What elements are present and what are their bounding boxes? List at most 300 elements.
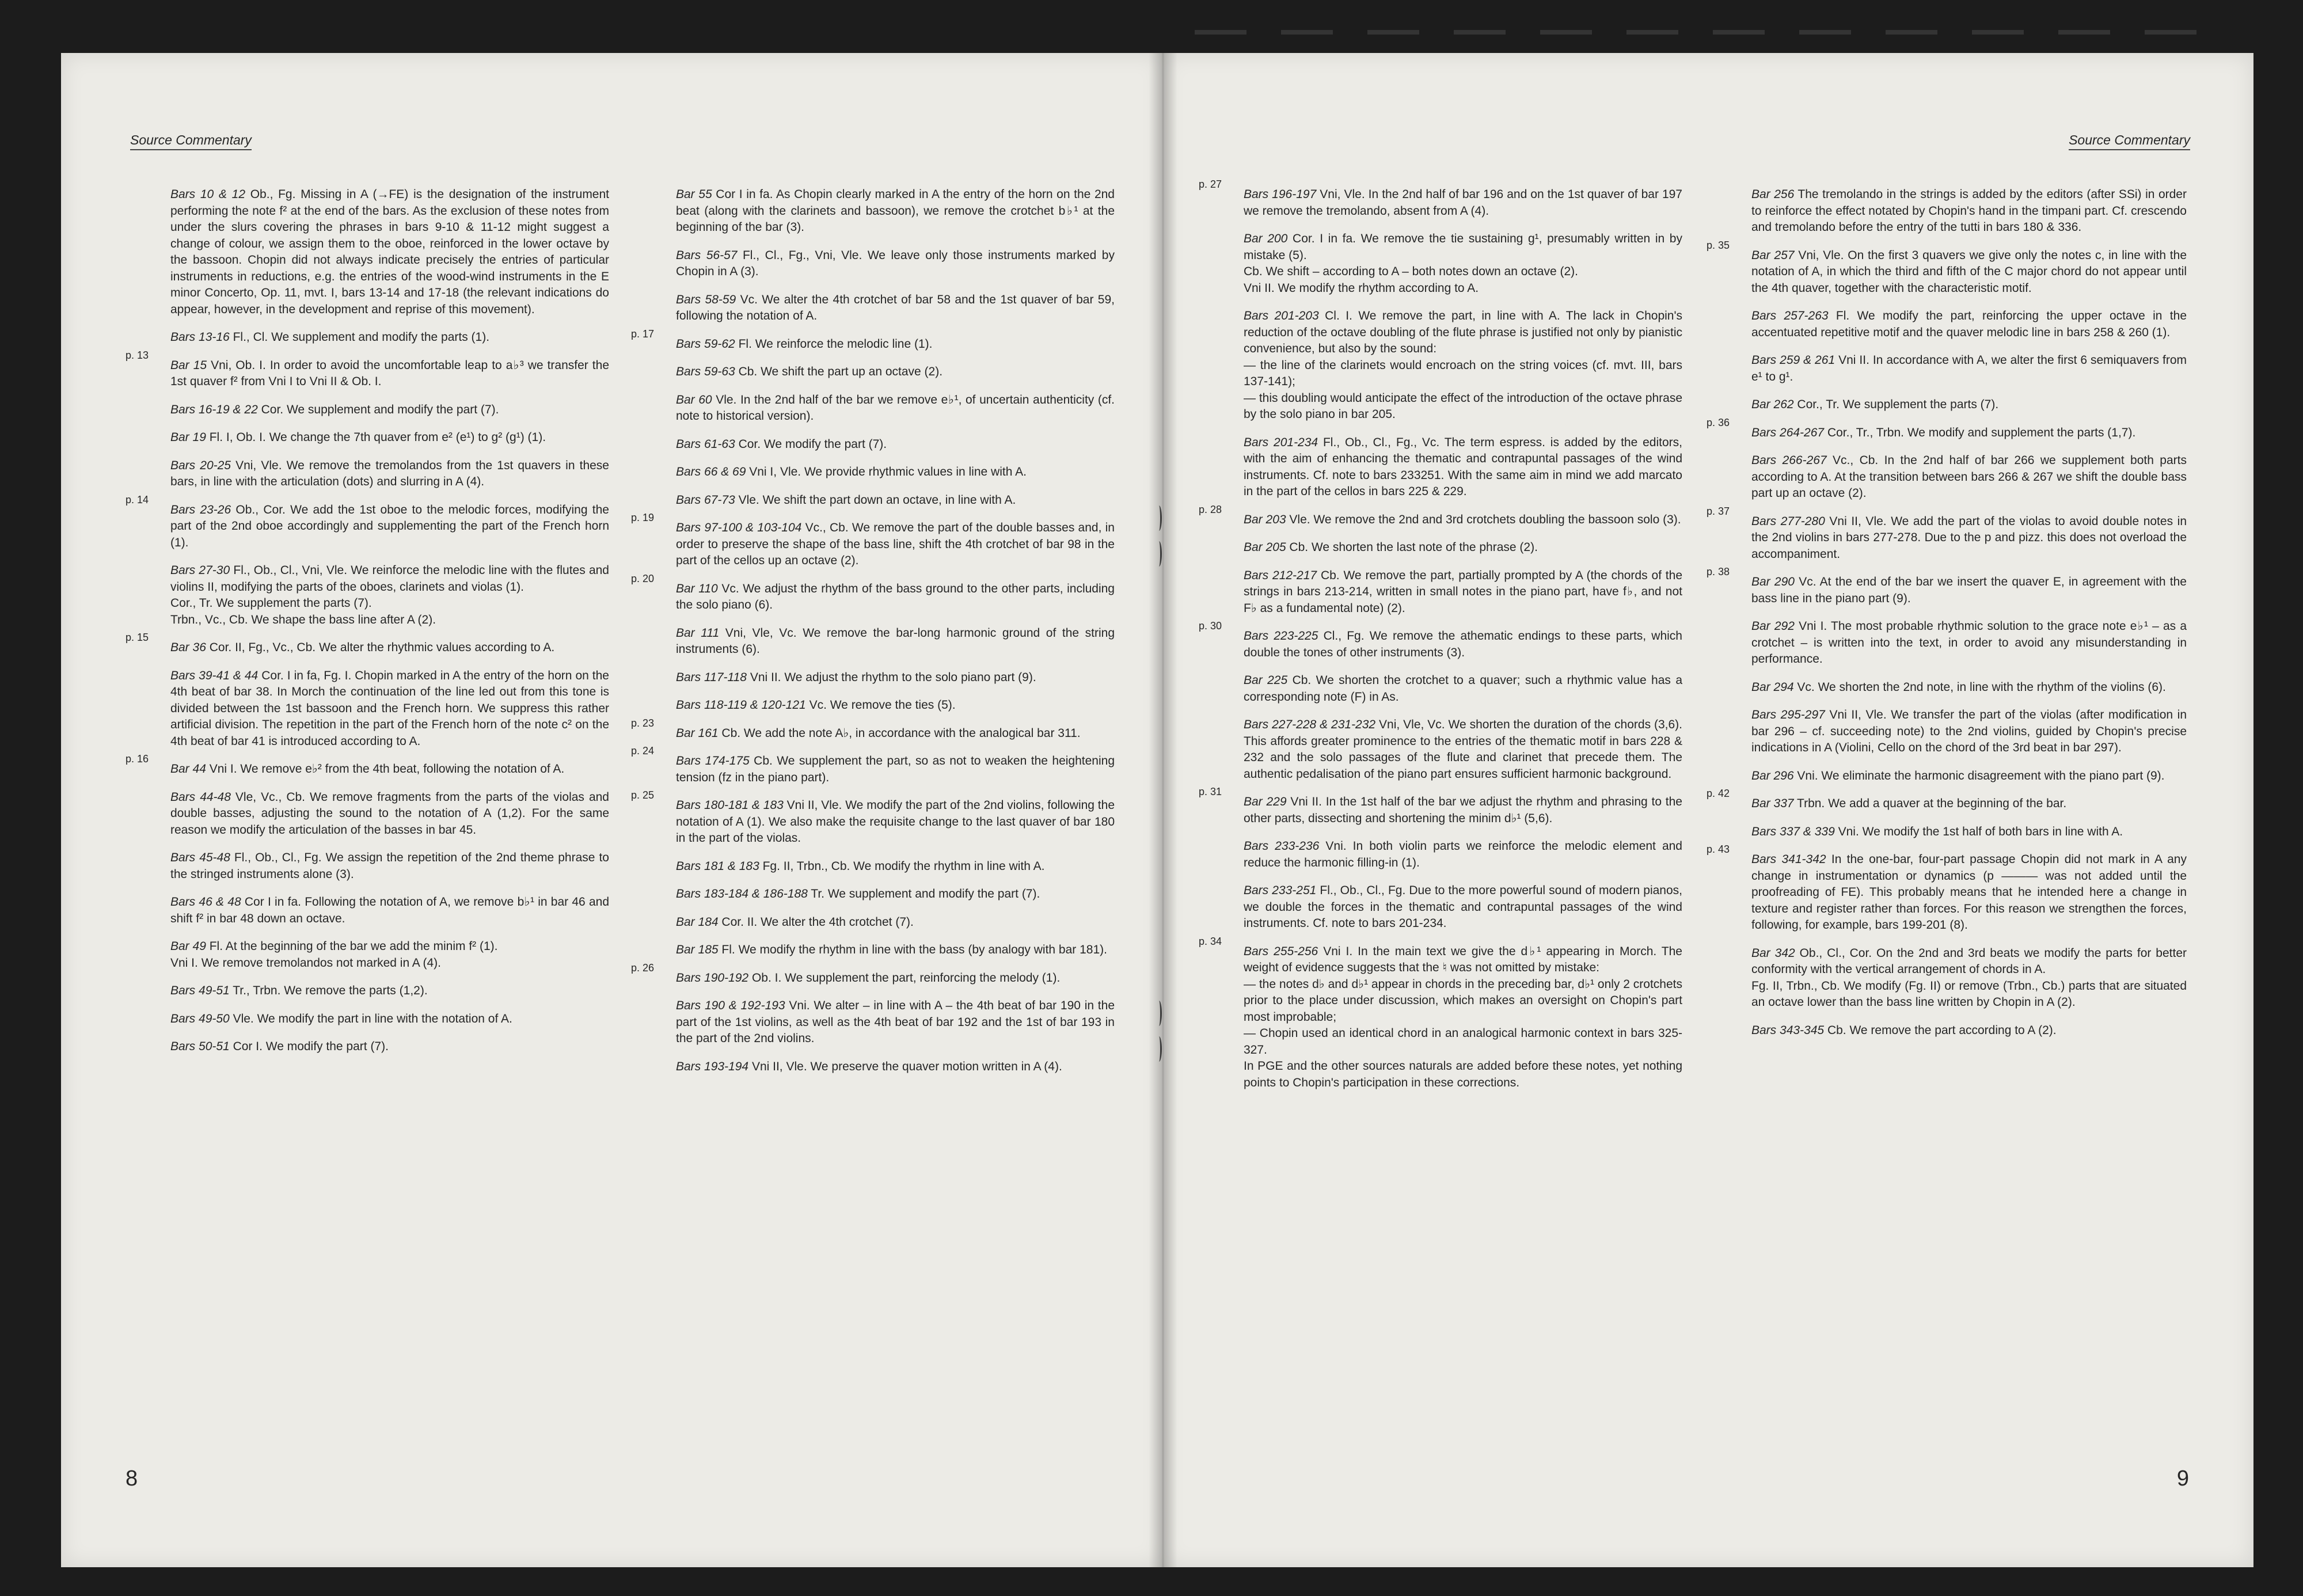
- entry-text: Vni, Vle. In the 2nd half of bar 196 and on the 1st quaver of bar 197 we remove the tremolando, absent from A (4).: [1244, 188, 1682, 218]
- entry-text: Cor. II, Fg., Vc., Cb. We alter the rhythmic values according to A.: [209, 641, 555, 654]
- bar-reference: Bars 277-280: [1751, 514, 1825, 528]
- entry-text: Fl. We reinforce the melodic line (1).: [738, 337, 933, 351]
- bar-reference: Bar 292: [1751, 620, 1795, 633]
- score-page-reference: p. 43: [1707, 843, 1730, 855]
- right-page: [1163, 53, 2253, 1567]
- bar-reference: Bar 60: [676, 393, 712, 406]
- commentary-entry: [631, 962, 1115, 987]
- bar-reference: Bars 118-119 & 120-121: [676, 698, 806, 712]
- page-number-right: 9: [2176, 1466, 2189, 1491]
- entry-text: Fl., Cl., Fg., Vni, Vle. We leave only those instruments marked by Chopin in A (3).: [676, 248, 1115, 278]
- entry-paragraph: [676, 1059, 1115, 1076]
- commentary-entry: [1244, 568, 1682, 617]
- bar-reference: Bars 201-234: [1244, 435, 1318, 449]
- bar-reference: Bars 343-345: [1751, 1023, 1825, 1037]
- commentary-entry: [631, 717, 1115, 742]
- entry-text: Fl. We modify the part, reinforcing the upper octave in the accentuated repetitive motif and the quaver melodic line in bars 258 & 260 (1).: [1751, 309, 2187, 339]
- bar-reference: Bar 205: [1244, 541, 1286, 554]
- entry-text: Cor. I in fa, Fg. I. Chopin marked in A the entry of the horn on the 4th beat of bar 38. In Morch the continuation of the line led out from this tone is divided between the 1st bassoon and the French horn. We suppress this rather artificial division. The repetition in the part of the French horn of the note c² on the 4th beat of bar 41 is introduced according to A.: [170, 668, 609, 748]
- entry-paragraph: [170, 430, 609, 446]
- commentary-entry: [1199, 178, 1682, 219]
- bar-reference: Bars 59-62: [676, 337, 735, 351]
- commentary-entry: [676, 670, 1115, 686]
- entry-paragraph: [1751, 679, 2187, 696]
- entry-paragraph: [170, 938, 609, 955]
- entry-paragraph: [1244, 794, 1682, 827]
- commentary-entry: [631, 572, 1115, 614]
- bar-reference: Bars 27-30: [170, 564, 230, 577]
- commentary-entry: [1244, 308, 1682, 423]
- commentary-entry: [170, 430, 609, 446]
- entry-text: Cor. I in fa. We remove the tie sustaining g¹, presumably written in by mistake (5).: [1244, 232, 1682, 262]
- entry-text: Vc. We shorten the 2nd note, in line with the rhythm of the violins (6).: [1797, 680, 2166, 694]
- commentary-entry: [126, 493, 609, 552]
- entry-text: — the line of the clarinets would encroach on the string voices (cf. mvt. III, bars 137-141);: [1244, 358, 1682, 388]
- entry-paragraph: [1244, 838, 1682, 871]
- entry-text: In the one-bar, four-part passage Chopin did not mark in A any change in instrumentation or dynamics (p ——— was not added until the proofreading of FE). This probably means that he intended here a change in texture and register rather than forces. For this reason we strengthen the forces, following, for example, bars 199-201 (8).: [1751, 853, 2187, 932]
- score-page-reference: p. 23: [631, 717, 655, 729]
- entry-paragraph: [170, 668, 609, 750]
- entry-text: Vle. In the 2nd half of the bar we remove e♭¹, of uncertain authenticity (cf. note to historical version).: [676, 393, 1115, 423]
- commentary-entry: [1244, 435, 1682, 500]
- entry-text: Ob., Fg. Missing in A (→FE) is the designation of the instrument performing the note f² at the end of the bars. As the exclusion of these notes from under the slurs covering the phrases in bars 9-10 & 11-12 might suggest a change of colour, we assign them to the oboe, reinforced in the lower octave by the bassoon. Chopin did not always indicate precisely the entries of particular instruments in reductions, e.g. the entries of the wood-wind instruments in the E minor Concerto, Op. 11, mvt. I, bars 13-14 and 17-18 (the relevant indications do appear, however, in the development and reprise of this movement).: [170, 188, 610, 316]
- commentary-entry: [631, 512, 1115, 569]
- score-page-reference: p. 14: [126, 493, 149, 506]
- bar-reference: Bar 342: [1751, 946, 1795, 960]
- bar-reference: Bars 201-203: [1244, 309, 1319, 322]
- commentary-entry: [126, 753, 609, 778]
- bar-reference: Bars 255-256: [1244, 944, 1318, 958]
- binding-thread-mark: [1156, 506, 1162, 531]
- left-page: [61, 53, 1163, 1567]
- entry-text: Cb. We remove the part according to A (2).: [1827, 1023, 2057, 1037]
- entry-paragraph: [1751, 707, 2187, 757]
- bar-reference: Bars 39-41 & 44: [170, 668, 259, 682]
- entry-paragraph: [1751, 514, 2187, 563]
- bar-reference: Bars 44-48: [170, 790, 231, 804]
- commentary-entry: [676, 464, 1115, 481]
- bar-reference: Bars 56-57: [676, 248, 738, 262]
- entry-paragraph: [1244, 717, 1682, 782]
- commentary-entry: [170, 894, 609, 927]
- score-page-reference: p. 17: [631, 328, 655, 340]
- commentary-entry: [126, 632, 609, 656]
- entry-paragraph: [170, 955, 609, 972]
- running-header-left: Source Commentary: [130, 132, 252, 150]
- score-page-reference: p. 28: [1199, 503, 1222, 515]
- entry-paragraph: [1751, 308, 2187, 341]
- score-page-reference: p. 35: [1707, 239, 1730, 251]
- entry-text: Vle. We shift the part down an octave, in line with A.: [738, 493, 1016, 507]
- entry-paragraph: [170, 329, 609, 346]
- entry-paragraph: [1751, 768, 2187, 785]
- commentary-entry: [1751, 397, 2187, 413]
- entry-paragraph: [1244, 358, 1682, 390]
- entry-paragraph: [170, 358, 609, 390]
- bar-reference: Bars 67-73: [676, 493, 735, 507]
- commentary-entry: [1751, 768, 2187, 785]
- entry-paragraph: [1751, 945, 2187, 978]
- commentary-entry: [1751, 679, 2187, 696]
- entry-paragraph: [1244, 568, 1682, 617]
- commentary-entry: [1244, 717, 1682, 782]
- entry-text: Cb. We shift – according to A – both notes down an octave (2).: [1244, 265, 1578, 278]
- entry-text: Cb. We shorten the last note of the phrase (2).: [1289, 541, 1538, 554]
- bar-reference: Bar 185: [676, 943, 719, 956]
- bar-reference: Bars 117-118: [676, 670, 747, 684]
- entry-paragraph: [170, 458, 609, 491]
- commentary-entry: [170, 1011, 609, 1028]
- entry-paragraph: [676, 858, 1115, 875]
- entry-text: Cb. We shift the part up an octave (2).: [738, 365, 943, 378]
- entry-paragraph: [676, 292, 1115, 325]
- entry-paragraph: [1244, 1058, 1682, 1091]
- commentary-entry: [676, 625, 1115, 658]
- entry-text: Cor. We supplement and modify the part (7).: [261, 402, 499, 416]
- entry-text: Tr., Trbn. We remove the parts (1,2).: [233, 984, 428, 997]
- commentary-entry: [1751, 453, 2187, 502]
- entry-text: Ob., Cl., Cor. On the 2nd and 3rd beats we modify the parts for better conformity with the vertical arrangement of chords in A.: [1751, 946, 2187, 976]
- entry-text: Cb. We add the note A♭, in accordance with the analogical bar 311.: [721, 726, 1081, 740]
- entry-paragraph: [170, 1039, 609, 1055]
- entry-text: Fl. At the beginning of the bar we add the minim f² (1).: [209, 940, 498, 953]
- entry-paragraph: [1751, 1023, 2187, 1039]
- commentary-entry: [1244, 838, 1682, 871]
- entry-text: Fl. I, Ob. I. We change the 7th quaver from e² (e¹) to g² (g¹) (1).: [209, 431, 546, 444]
- bar-reference: Bars 50-51: [170, 1040, 230, 1053]
- entry-paragraph: [1244, 308, 1682, 358]
- bar-reference: Bars 259 & 261: [1751, 354, 1835, 367]
- commentary-entry: [170, 187, 609, 318]
- entry-text: — the notes d♭ and d♭¹ appear in chords in the preceding bar, d♭¹ only 2 crotchets prior to the place under discussion, which makes an oversight on Chopin's part most improbable;: [1244, 977, 1682, 1024]
- commentary-entry: [1244, 672, 1682, 705]
- commentary-entry: [1707, 416, 2187, 442]
- entry-text: Vle, Vc., Cb. We remove fragments from the parts of the violas and double basses, adjusting the sound to the notation of A (1,2). For the same reason we modify the articulation of the basses in bar 45.: [170, 790, 609, 837]
- entry-text: Fl., Ob., Cl., Vni, Vle. We reinforce the melodic line with the flutes and violins II, modifying the parts of the oboes, clarinets and violas (1).: [170, 564, 609, 594]
- bar-reference: Bar 225: [1244, 674, 1288, 687]
- commentary-entry: [1244, 883, 1682, 932]
- entry-text: Trbn., Vc., Cb. We shape the bass line after A (2).: [170, 613, 436, 626]
- commentary-entry: [1751, 618, 2187, 668]
- score-page-reference: p. 30: [1199, 620, 1222, 632]
- bar-reference: Bar 203: [1244, 512, 1286, 526]
- commentary-entry: [1751, 352, 2187, 385]
- entry-paragraph: [676, 670, 1115, 686]
- bar-reference: Bars 233-236: [1244, 839, 1320, 853]
- entry-paragraph: [1751, 574, 2187, 607]
- bar-reference: Bars 97-100 & 103-104: [676, 521, 802, 534]
- entry-paragraph: [676, 464, 1115, 481]
- entry-paragraph: [676, 248, 1115, 280]
- commentary-entry: [676, 436, 1115, 453]
- bar-reference: Bar 229: [1244, 795, 1287, 808]
- commentary-entry: [676, 187, 1115, 236]
- binding-thread-mark: [1156, 541, 1162, 567]
- commentary-entry: [1751, 945, 2187, 1011]
- page-number-left: 8: [126, 1466, 138, 1491]
- entry-paragraph: [170, 850, 609, 883]
- score-page-reference: p. 25: [631, 789, 655, 801]
- bar-reference: Bar 257: [1751, 248, 1795, 262]
- bar-reference: Bar 111: [676, 626, 720, 640]
- bar-reference: Bar 19: [170, 431, 206, 444]
- entry-paragraph: [676, 336, 1115, 353]
- entry-text: The tremolando in the strings is added by the editors (after SSi) in order to reinforce the effect notated by Chopin's hand in the timpani part. Cf. crescendo and tremolando before the entry of the tutti in bars 180 & 336.: [1751, 188, 2187, 234]
- entry-paragraph: [1751, 618, 2187, 668]
- entry-paragraph: [676, 886, 1115, 903]
- commentary-entry: [1244, 539, 1682, 556]
- bar-reference: Bars 10 & 12: [170, 188, 246, 201]
- commentary-entry: [1199, 503, 1682, 529]
- entry-paragraph: [676, 697, 1115, 714]
- bar-reference: Bar 15: [170, 358, 207, 372]
- entry-paragraph: [676, 914, 1115, 931]
- entry-paragraph: [1244, 264, 1682, 280]
- entry-paragraph: [1751, 425, 2187, 442]
- bar-reference: Bars 190 & 192-193: [676, 999, 785, 1012]
- score-page-reference: p. 34: [1199, 935, 1222, 947]
- entry-text: — Chopin used an identical chord in an analogical harmonic context in bars 325-327.: [1244, 1027, 1682, 1057]
- bar-reference: Bar 294: [1751, 680, 1794, 694]
- entry-text: Vni II, Vle. We add the part of the violas to avoid double notes in the 2nd violins in bars 277-278. Due to the p and pizz. this does not overload the accompaniment.: [1751, 514, 2187, 561]
- entry-paragraph: [676, 753, 1115, 786]
- commentary-column-2: [631, 187, 1115, 1086]
- entry-paragraph: [1751, 187, 2187, 236]
- entry-text: Cor., Tr. We supplement the parts (7).: [1797, 398, 1999, 411]
- entry-paragraph: [676, 364, 1115, 381]
- commentary-entry: [170, 1039, 609, 1055]
- bar-reference: Bars 20-25: [170, 458, 231, 472]
- commentary-entry: [1751, 824, 2187, 841]
- commentary-entry: [1199, 786, 1682, 827]
- bar-reference: Bars 196-197: [1244, 188, 1317, 201]
- bar-reference: Bar 256: [1751, 188, 1795, 201]
- entry-paragraph: [1244, 280, 1682, 297]
- commentary-entry: [1751, 308, 2187, 341]
- bar-reference: Bars 295-297: [1751, 708, 1825, 721]
- entry-paragraph: [1244, 672, 1682, 705]
- commentary-entry: [170, 563, 609, 628]
- commentary-entry: [1707, 505, 2187, 563]
- entry-paragraph: [676, 725, 1115, 742]
- entry-text: Cor., Tr. We supplement the parts (7).: [170, 596, 372, 610]
- score-page-reference: p. 27: [1199, 178, 1222, 190]
- entry-text: Cor I in fa. As Chopin clearly marked in A the entry of the horn on the 2nd beat (along with the clarinets and bassoon), we remove the crotchet b♭¹ at the beginning of the bar (3).: [676, 188, 1115, 234]
- commentary-entry: [631, 789, 1115, 847]
- commentary-entry: [170, 983, 609, 1000]
- commentary-entry: [170, 402, 609, 419]
- bar-reference: Bars 180-181 & 183: [676, 799, 784, 812]
- score-page-reference: p. 31: [1199, 786, 1222, 797]
- score-page-reference: p. 15: [126, 632, 149, 643]
- bar-reference: Bars 58-59: [676, 292, 736, 306]
- commentary-entry: [170, 458, 609, 491]
- commentary-entry: [676, 392, 1115, 425]
- entry-text: Fl., Ob., Cl., Fg., Vc. The term espress. is added by the editors, with the aim of enhancing the thematic and contrapuntal passages of the wind instruments. Cf. note to bars 233251. With the same aim in mind we add marcato in the part of the cellos in bars 225 & 229.: [1244, 435, 1682, 498]
- entry-paragraph: [676, 581, 1115, 614]
- entry-text: Cor I in fa. Following the notation of A, we remove b♭¹ in bar 46 and shift f² in bar 48 down an octave.: [170, 895, 610, 925]
- entry-text: Vni I. In the main text we give the d♭¹ appearing in Morch. The weight of evidence suggests that the ♮ was not omitted by mistake:: [1244, 944, 1682, 974]
- commentary-entry: [126, 349, 609, 390]
- entry-paragraph: [170, 402, 609, 419]
- entry-text: Vc., Cb. We remove the part of the double basses and, in order to preserve the shape of the bass line, shift the 4th crotchet of bar 98 in the part of the cellos up an octave (2).: [676, 521, 1115, 567]
- entry-paragraph: [1751, 453, 2187, 502]
- entry-text: Cor., Tr., Trbn. We modify and supplement the parts (1,7).: [1827, 425, 2136, 439]
- score-page-reference: p. 19: [631, 512, 655, 523]
- entry-paragraph: [1751, 824, 2187, 841]
- entry-text: Vni I. We remove tremolandos not marked in A (4).: [170, 956, 441, 970]
- entry-paragraph: [676, 970, 1115, 987]
- bar-reference: Bars 49-51: [170, 984, 230, 997]
- entry-text: Vni II, Vle. We modify the part of the 2nd violins, following the notation of A (1). We also make the requisite change to the last quaver of bar 180 in the part of the violas.: [676, 799, 1115, 845]
- entry-text: Cb. We supplement the part, so as not to weaken the heightening tension (fz in the piano part).: [676, 754, 1115, 784]
- entry-paragraph: [676, 797, 1115, 847]
- score-page-reference: p. 36: [1707, 416, 1730, 428]
- commentary-entry: [1751, 187, 2187, 236]
- bar-reference: Bar 49: [170, 940, 206, 953]
- entry-text: Vc. We remove the ties (5).: [809, 698, 956, 712]
- score-page-reference: p. 20: [631, 572, 655, 584]
- commentary-entry: [170, 789, 609, 839]
- entry-paragraph: [1751, 248, 2187, 297]
- entry-text: Vni. We modify the 1st half of both bars in line with A.: [1838, 824, 2123, 838]
- entry-paragraph: [1244, 883, 1682, 932]
- bar-reference: Bars 59-63: [676, 365, 735, 378]
- commentary-entry: [676, 1059, 1115, 1076]
- entry-text: Ob. I. We supplement the part, reinforcing the melody (1).: [751, 971, 1061, 985]
- bar-reference: Bars 49-50: [170, 1012, 230, 1025]
- bar-reference: Bar 44: [170, 762, 206, 776]
- entry-paragraph: [170, 1011, 609, 1028]
- entry-paragraph: [676, 436, 1115, 453]
- commentary-entry: [1199, 620, 1682, 661]
- entry-text: Vni, Vle. We remove the tremolandos from the 1st quavers in these bars, in line with the articulation (dots) and slurring in A (4).: [170, 458, 609, 488]
- bar-reference: Bars 183-184 & 186-188: [676, 887, 808, 900]
- commentary-entry: [1707, 843, 2187, 934]
- entry-text: Vc. We alter the 4th crotchet of bar 58 and the 1st quaver of bar 59, following the notation of A.: [676, 292, 1115, 322]
- entry-paragraph: [170, 595, 609, 612]
- entry-text: Vni I. The most probable rhythmic solution to the grace note e♭¹ – as a crotchet – is written into the text, in order to avoid any misunderstanding in performance.: [1751, 620, 2187, 666]
- commentary-entry: [676, 942, 1115, 959]
- entry-text: Fg. II, Trbn., Cb. We modify (Fg. II) or remove (Trbn., Cb.) parts that are situated an octave lower than the bass line written by Chopin in A (2).: [1751, 979, 2187, 1009]
- entry-text: In PGE and the other sources naturals are added before these notes, yet nothing points to Chopin's participation in these corrections.: [1244, 1059, 1682, 1089]
- binding-thread-mark: [1156, 1036, 1162, 1062]
- entry-text: Cor I. We modify the part (7).: [233, 1040, 389, 1053]
- entry-paragraph: [676, 520, 1115, 569]
- entry-paragraph: [170, 894, 609, 927]
- entry-text: Vni. We eliminate the harmonic disagreement with the piano part (9).: [1797, 769, 2165, 782]
- bar-reference: Bar 184: [676, 915, 719, 929]
- entry-text: Vc. We adjust the rhythm of the bass ground to the other parts, including the solo piano (6).: [676, 582, 1115, 611]
- entry-text: Vc., Cb. In the 2nd half of bar 266 we supplement both parts according to A. At the transition between bars 266 & 267 we shift the double bass part up an octave (2).: [1751, 454, 2187, 500]
- bar-reference: Bars 61-63: [676, 437, 735, 451]
- entry-paragraph: [1751, 397, 2187, 413]
- commentary-entry: [1707, 566, 2187, 607]
- bar-reference: Bars 266-267: [1751, 454, 1827, 467]
- bar-reference: Bar 36: [170, 641, 206, 654]
- entry-paragraph: [1244, 944, 1682, 976]
- bar-reference: Bars 181 & 183: [676, 859, 759, 873]
- commentary-entry: [676, 492, 1115, 509]
- commentary-entry: [676, 292, 1115, 325]
- entry-text: Cl., Fg. We remove the athematic endings to these parts, which double the tones of other instruments (3).: [1244, 629, 1682, 659]
- entry-text: Cb. We shorten the crotchet to a quaver; such a rhythmic value has a corresponding note (F) in As.: [1244, 674, 1682, 704]
- entry-text: Vni II. We modify the rhythm according to A.: [1244, 281, 1479, 295]
- bar-reference: Bars 227-228 & 231-232: [1244, 718, 1376, 731]
- bar-reference: Bars 233-251: [1244, 884, 1317, 897]
- entry-text: Vni I. We remove e♭² from the 4th beat, following the notation of A.: [209, 762, 565, 776]
- entry-paragraph: [676, 625, 1115, 658]
- entry-paragraph: [1244, 512, 1682, 529]
- binding-thread-mark: [1156, 1001, 1162, 1026]
- bar-reference: Bars 337 & 339: [1751, 824, 1835, 838]
- bar-reference: Bar 55: [676, 188, 712, 201]
- commentary-column-1: [126, 187, 610, 1067]
- bar-reference: Bars 13-16: [170, 330, 230, 344]
- entry-paragraph: [676, 492, 1115, 509]
- entry-text: Cor. We modify the part (7).: [738, 437, 887, 451]
- bar-reference: Bar 337: [1751, 797, 1794, 810]
- entry-text: Tr. We supplement and modify the part (7).: [811, 887, 1040, 900]
- entry-text: Cl. I. We remove the part, in line with A. The lack in Chopin's reduction of the octave doubling of the flute phrase is justified not only by pianistic convenience, but also by the sound:: [1244, 309, 1682, 355]
- commentary-entry: [1199, 935, 1682, 1092]
- commentary-entry: [1244, 231, 1682, 297]
- bar-reference: Bars 257-263: [1751, 309, 1829, 322]
- bar-reference: Bars 45-48: [170, 851, 230, 864]
- commentary-entry: [676, 248, 1115, 280]
- entry-paragraph: [676, 998, 1115, 1047]
- entry-paragraph: [1244, 187, 1682, 219]
- commentary-entry: [170, 329, 609, 346]
- entry-paragraph: [170, 187, 609, 318]
- entry-text: Trbn. We add a quaver at the beginning of the bar.: [1797, 797, 2067, 810]
- entry-paragraph: [1751, 796, 2187, 812]
- entry-paragraph: [170, 502, 609, 552]
- entry-text: Vle. We remove the 2nd and 3rd crotchets doubling the bassoon solo (3).: [1289, 512, 1681, 526]
- entry-paragraph: [1244, 628, 1682, 661]
- entry-text: Vc. At the end of the bar we insert the quaver E, in agreement with the bass line in the piano part (9).: [1751, 575, 2187, 605]
- bar-reference: Bar 262: [1751, 398, 1794, 411]
- commentary-entry: [676, 858, 1115, 875]
- commentary-column-3: [1199, 178, 1683, 1103]
- entry-text: Vni II, Vle. We transfer the part of the violas (after modification in bar 296 – cf. succeeding note) to the 2nd violins, guided by Chopin's precise indications in A (Violini, Cello on the chord of the 3rd beat in bar 297).: [1751, 708, 2187, 754]
- entry-text: Vni II. In the 1st half of the bar we adjust the rhythm and phrasing to the other parts, dissecting and shortening the minim d♭¹ (5,6).: [1244, 795, 1682, 825]
- entry-paragraph: [1244, 976, 1682, 1026]
- entry-text: — this doubling would anticipate the effect of the introduction of the octave phrase by the solo piano in bar 205.: [1244, 391, 1682, 421]
- entry-text: Vni, Vle, Vc. We remove the bar-long harmonic ground of the string instruments (6).: [676, 626, 1115, 656]
- entry-text: Fl., Ob., Cl., Fg. Due to the more powerful sound of modern pianos, we double the forces in the thematic and contrapuntal passages of the wind instruments. Cf. note to bars 201-234.: [1244, 884, 1682, 930]
- bar-reference: Bars 46 & 48: [170, 895, 241, 909]
- bar-reference: Bars 174-175: [676, 754, 750, 767]
- entry-paragraph: [170, 789, 609, 839]
- bar-reference: Bar 296: [1751, 769, 1794, 782]
- commentary-column-4: [1707, 187, 2187, 1050]
- commentary-entry: [676, 886, 1115, 903]
- commentary-entry: [631, 328, 1115, 353]
- score-page-reference: p. 42: [1707, 788, 1730, 799]
- score-page-reference: p. 13: [126, 349, 149, 361]
- bar-reference: Bars 264-267: [1751, 425, 1825, 439]
- score-page-reference: p. 26: [631, 962, 655, 974]
- entry-text: Vni, Ob. I. In order to avoid the uncomfortable leap to a♭³ we transfer the 1st quaver f² from Vni I to Vni II & Ob. I.: [170, 358, 609, 388]
- entry-text: Vni II, Vle. We preserve the quaver motion written in A (4).: [751, 1059, 1062, 1073]
- entry-text: Fl., Ob., Cl., Fg. We assign the repetition of the 2nd theme phrase to the stringed instruments alone (3).: [170, 851, 609, 881]
- entry-text: Vni. In both violin parts we reinforce the melodic element and reduce the harmonic filling-in (1).: [1244, 839, 1682, 869]
- bar-reference: Bars 16-19 & 22: [170, 402, 258, 416]
- entry-paragraph: [1244, 231, 1682, 264]
- running-header-right: Source Commentary: [2069, 132, 2190, 150]
- entry-paragraph: [1244, 539, 1682, 556]
